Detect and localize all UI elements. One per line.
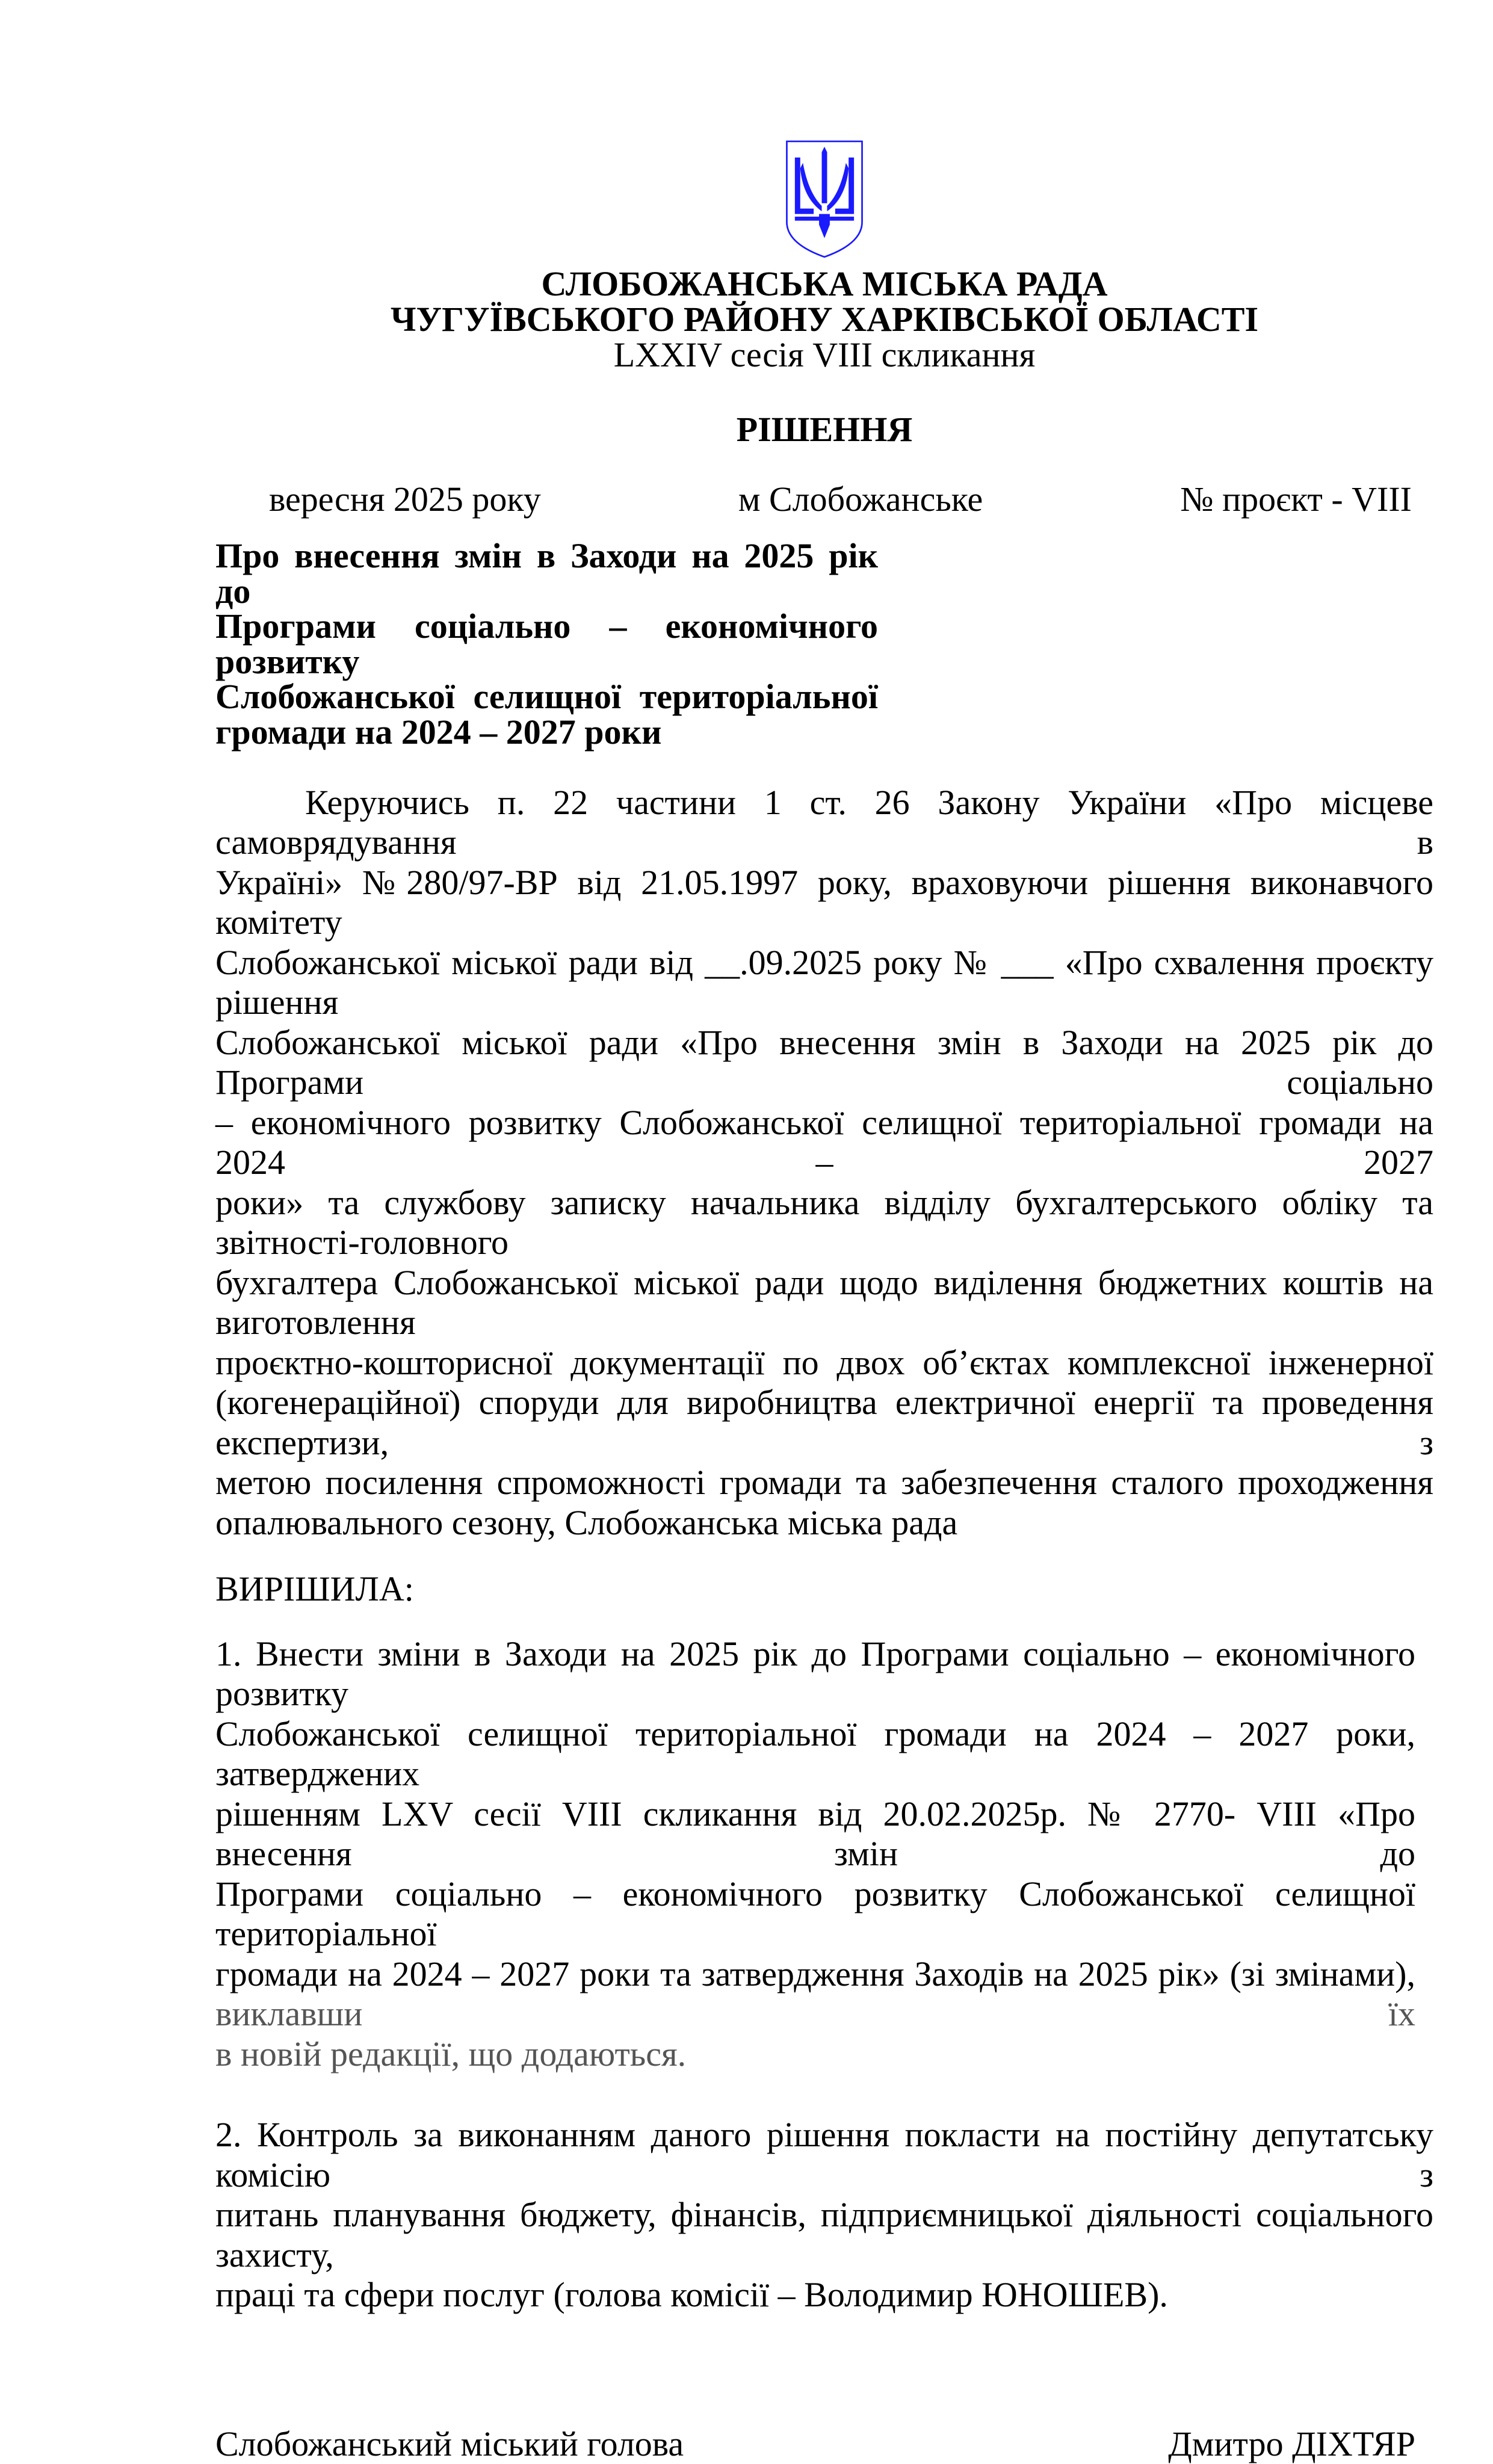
document-type-title: РІШЕННЯ <box>736 410 913 449</box>
district-name: ЧУГУЇВСЬКОГО РАЙОНУ ХАРКІВСЬКОЇ ОБЛАСТІ <box>390 300 1259 339</box>
coat-of-arms-icon <box>784 138 865 260</box>
decision-item-1 <box>215 1634 1415 2075</box>
text-line: Слобожанської селищної територіальної громади на 2024 – 2027 роки, затверджених <box>215 1714 1415 1794</box>
text-line: (когенераційної) споруди для виробництва електричної енергії та проведення експертизи, з <box>215 1383 1433 1462</box>
text-line: бухгалтера Слобожанської міської ради щодо виділення бюджетних коштів на виготовлення <box>215 1262 1433 1342</box>
text-line: 2. Контроль за виконанням даного рішення покласти на постійну депутатську комісію з <box>215 2115 1433 2194</box>
text-line: Програми соціально – економічного розвитку Слобожанської селищної територіальної <box>215 1874 1415 1954</box>
text-line: праці та сфери послуг (голова комісії – Володимир ЮНОШЕВ). <box>215 2275 1168 2315</box>
text-line: громади на 2024 – 2027 роки <box>215 712 662 752</box>
text-line: Слобожанської міської ради від __.09.2025 року № ___ «Про схвалення проєкту рішення <box>215 942 1433 1022</box>
session-label: LXXIV сесія VIII скликання <box>613 335 1036 374</box>
decision-place: м Слобожанське <box>738 480 983 519</box>
text-line: рішенням LXV сесії VIII скликання від 20.02.2025р. № 2770- VIII «Про внесення змін до <box>215 1794 1415 1874</box>
text-line: роки» та службову записку начальника відділу бухгалтерського обліку та звітності-головного <box>215 1182 1433 1262</box>
decision-number: № проєкт - VIII <box>1180 480 1412 519</box>
council-name: СЛОБОЖАНСЬКА МІСЬКА РАДА <box>541 264 1108 303</box>
text-line: Про внесення змін в Заходи на 2025 рік до <box>215 536 878 611</box>
decision-date: вересня 2025 року <box>269 480 541 519</box>
decision-item-2 <box>215 2115 1433 2315</box>
signature-name: Дмитро ДІХТЯР <box>1168 2424 1415 2463</box>
text-segment: в новій редакції, що додаються. <box>215 2034 687 2073</box>
text-line: опалювального сезону, Слобожанська міська рада <box>215 1502 958 1542</box>
text-line: Слобожанської міської ради «Про внесення змін в Заходи на 2025 рік до Програми соціально <box>215 1022 1433 1102</box>
preamble-paragraph <box>215 783 1433 1543</box>
text-segment: виклавши їх <box>215 1994 1415 2034</box>
text-line <box>215 2034 1415 2075</box>
text-line: Слобожанської селищної територіальної <box>215 677 878 717</box>
text-line: – економічного розвитку Слобожанської селищної територіальної громади на 2024 – 2027 <box>215 1102 1433 1182</box>
signature-position: Слобожанський міський голова <box>215 2424 684 2463</box>
text-line: 1. Внести зміни в Заходи на 2025 рік до Програми соціально – економічного розвитку <box>215 1634 1415 1714</box>
text-line: питань планування бюджету, фінансів, підприємницької діяльності соціального захисту, <box>215 2195 1433 2274</box>
decision-subject <box>215 536 878 752</box>
text-line <box>215 1954 1415 2034</box>
decision-meta-row <box>215 481 1433 517</box>
signature-row <box>215 2424 1433 2464</box>
text-line: Україні» №280/97-ВР від 21.05.1997 року, враховуючи рішення виконавчого комітету <box>215 862 1433 942</box>
text-line: проєктно-кошторисної документації по двох об’єктах комплексної інженерної <box>215 1342 1433 1382</box>
resolved-label: ВИРІШИЛА: <box>215 1569 414 1609</box>
text-line: метою посилення спроможності громади та забезпечення сталого проходження <box>215 1463 1433 1502</box>
text-line: Керуючись п. 22 частини 1 ст. 26 Закону України «Про місцеве самоврядування в <box>215 782 1433 862</box>
text-line: Програми соціально – економічного розвитку <box>215 607 878 681</box>
text-segment: громади на 2024 – 2027 роки та затвердження Заходів на 2025 рік» (зі змінами), <box>215 1954 1415 1993</box>
